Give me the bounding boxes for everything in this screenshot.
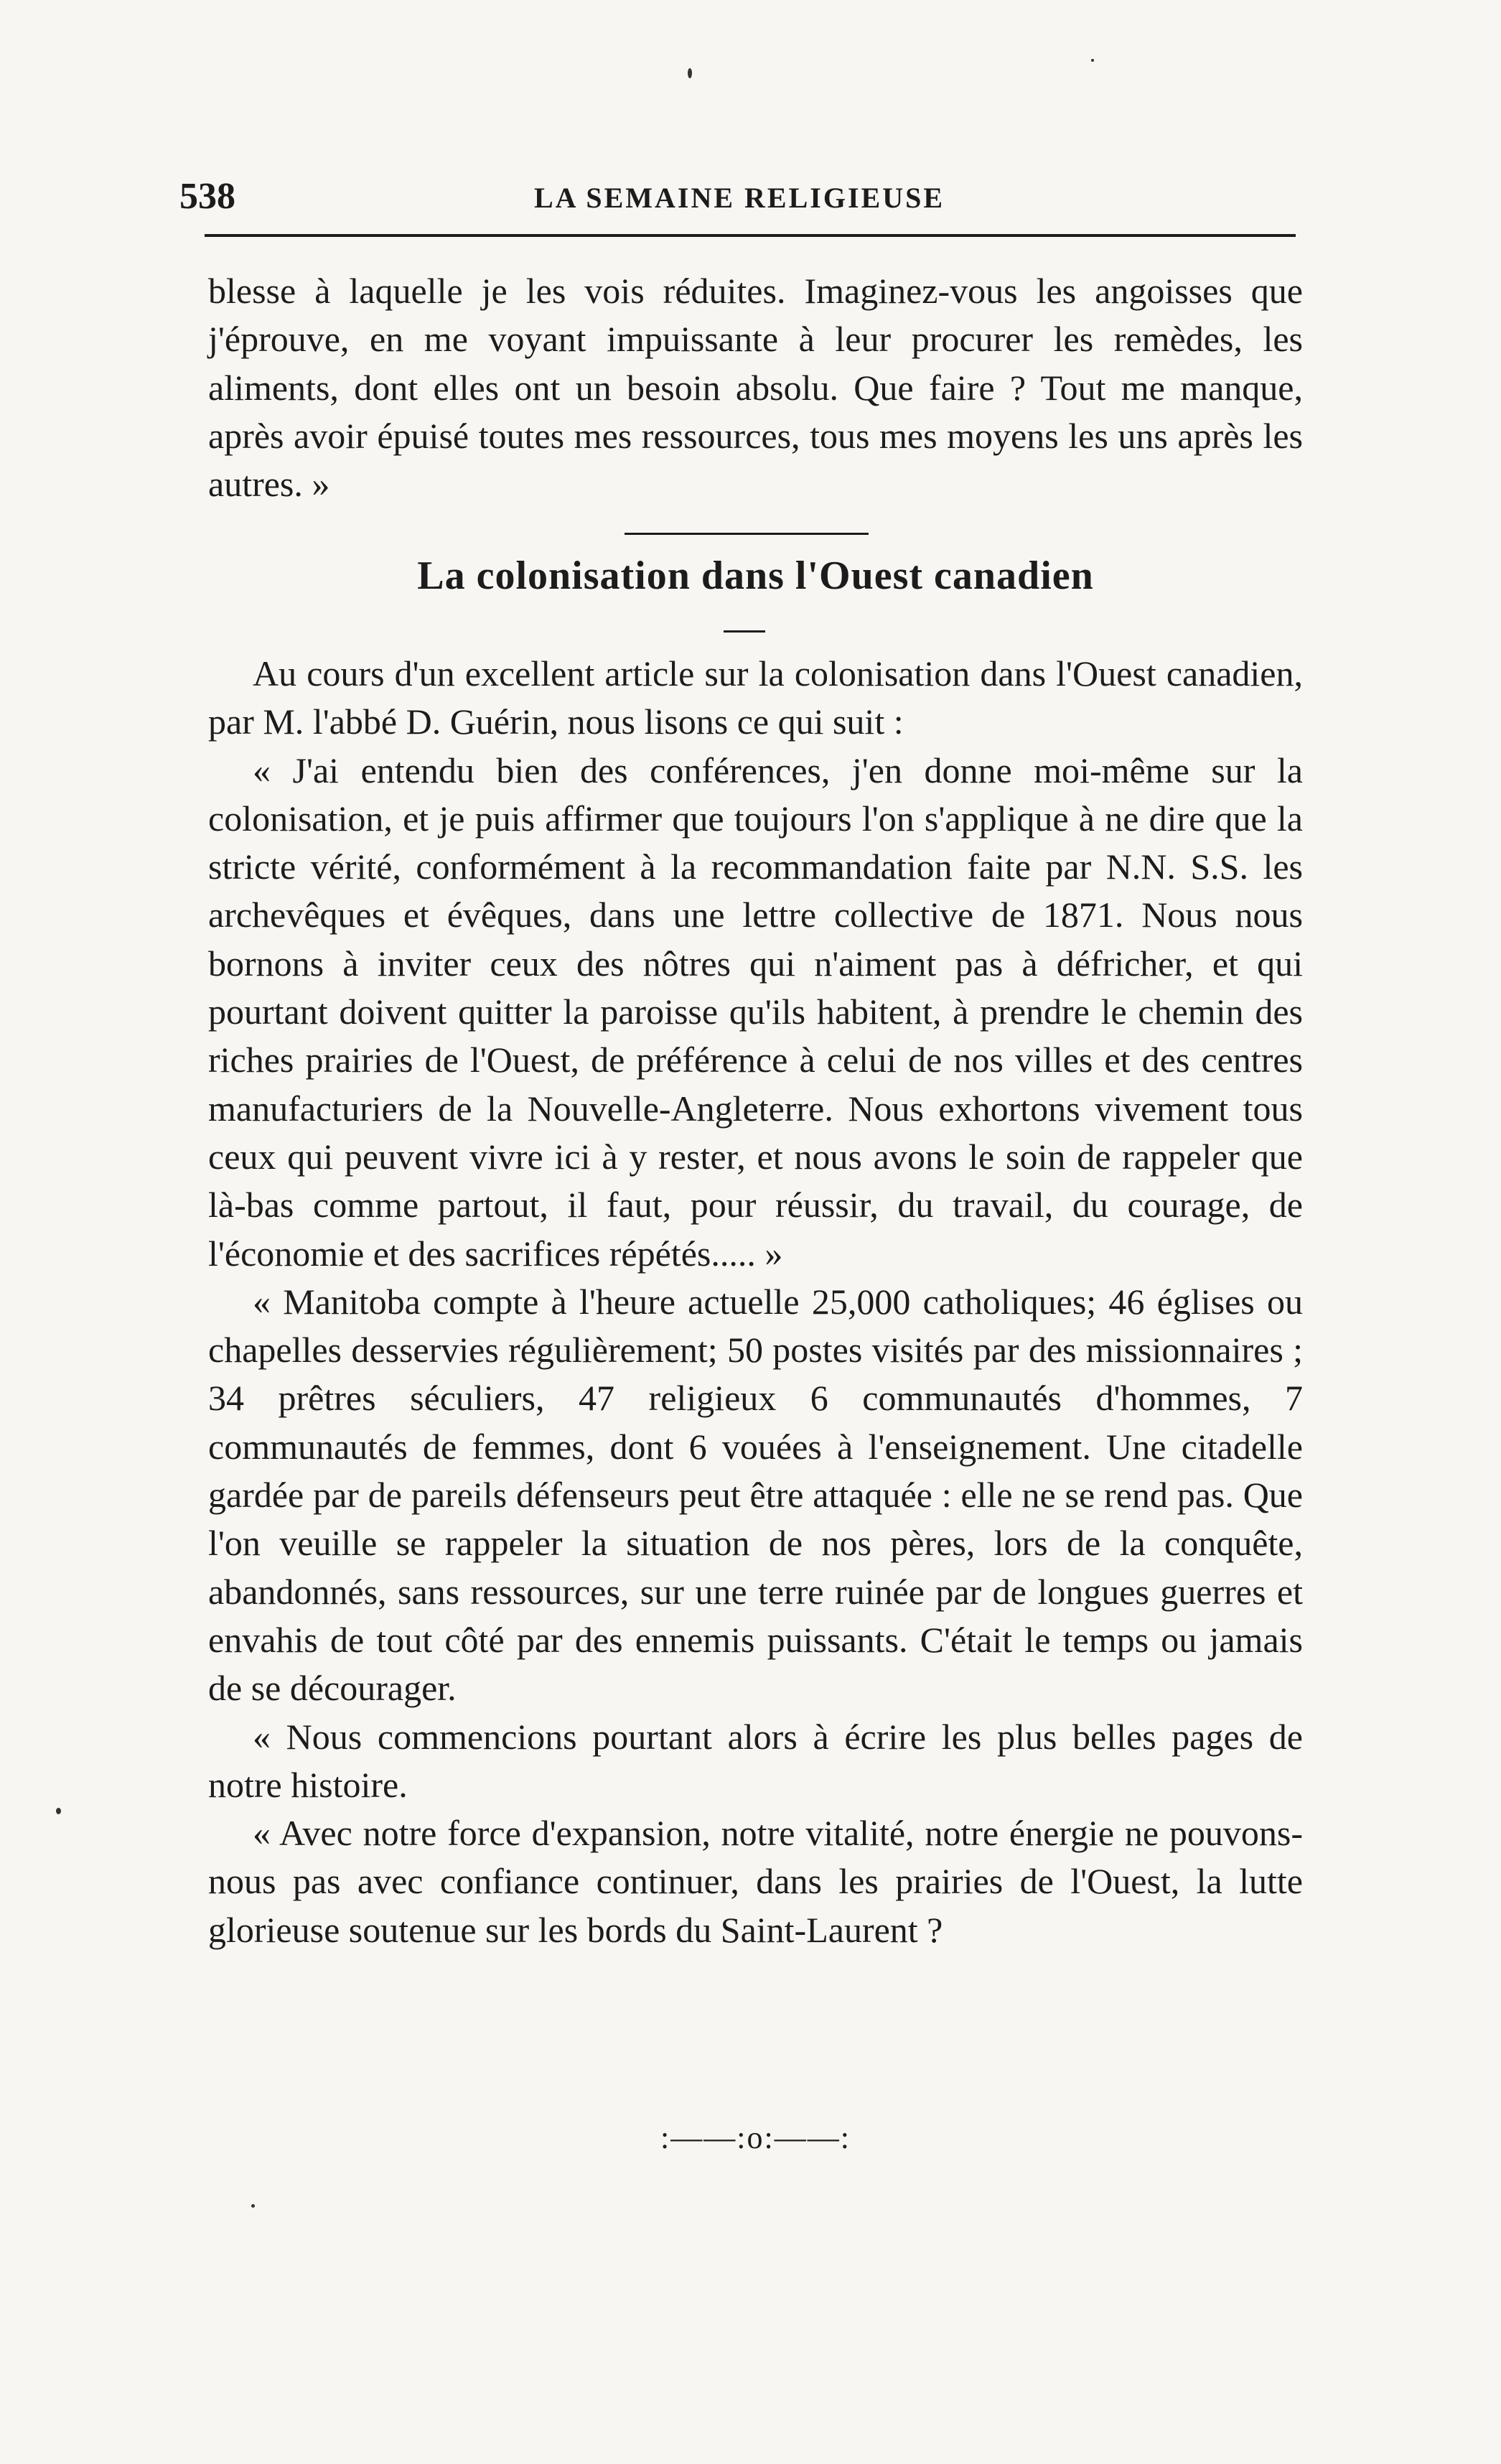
end-ornament: :——:o:——: (660, 2120, 851, 2155)
section-separator-rule (625, 533, 869, 535)
article-body (208, 650, 1303, 1954)
article-paragraph: « Manitoba compte à l'heure actuelle 25,000 catholiques; 46 églises ou chapelles desservies régulièrement; 50 postes visités par des missionnaires ; 34 prêtres séculiers, 47 religieux 6 communautés d'hommes, 7 communautés de femmes, dont 6 vouées à l'enseignement. Une citadelle gardée par de pareils défenseurs peut être attaquée : elle ne se rend pas. Que l'on veuille se rappeler la situation de nos pères, lors de la conquête, abandonnés, sans ressources, sur une terre ruinée par de longues guerres et envahis de tout côté par des ennemis puissants. C'était le temps ou jamais de se décourager. (208, 1281, 1303, 1709)
scan-speck (1091, 59, 1094, 62)
article-paragraph: Au cours d'un excellent article sur la colonisation dans l'Ouest canadien, par M. l'abbé D. Guérin, nous lisons ce qui suit : (208, 653, 1303, 742)
article-paragraph: « Nous commencions pourtant alors à écrire les plus belles pages de notre histoire. (208, 1716, 1303, 1805)
article-paragraph: « J'ai entendu bien des conférences, j'en donne moi-même sur la colonisation, et je puis affirmer que toujours l'on s'applique à ne dire que la stricte vérité, conformément à la recommandation faite par N.N. S.S. les archevêques et évêques, dans une lettre collective de 1871. Nous nous bornons à inviter ceux des nôtres qui n'aiment pas à défricher, et qui pourtant doivent quitter la paroisse qu'ils habitent, à prendre le chemin des riches prairies de l'Ouest, de préférence à celui de nos villes et des centres manufacturiers de la Nouvelle-Angleterre. Nous exhortons vivement tous ceux qui peuvent vivre ici à y rester, et nous avons le soin de rappeler que là-bas comme partout, il faut, pour réussir, du travail, du courage, de l'économie et des sacrifices répétés..... » (208, 750, 1303, 1274)
scan-speck (688, 68, 692, 78)
page-number: 538 (179, 176, 235, 217)
continued-paragraph: blesse à laquelle je les vois réduites. Imaginez-vous les angoisses que j'éprouve, en me voyant impuissante à leur procurer les remèdes, les aliments, dont elles ont un besoin absolu. Que faire ? Tout me manque, après avoir épuisé toutes mes ressources, tous mes moyens les uns après les autres. » (208, 271, 1303, 505)
continued-text-block (208, 267, 1303, 508)
scan-speck (251, 2204, 255, 2208)
header-rule (205, 234, 1296, 237)
page-header (179, 171, 1299, 221)
section-title: La colonisation dans l'Ouest canadien (417, 554, 1094, 598)
running-title: LA SEMAINE RELIGIEUSE (533, 182, 945, 214)
title-dash (724, 630, 765, 633)
scan-speck (56, 1808, 61, 1814)
article-paragraph: « Avec notre force d'expansion, notre vitalité, notre énergie ne pouvons-nous pas avec confiance continuer, dans les prairies de l'Ouest, la lutte glorieuse soutenue sur les bords du Saint-Laurent ? (208, 1813, 1303, 1950)
